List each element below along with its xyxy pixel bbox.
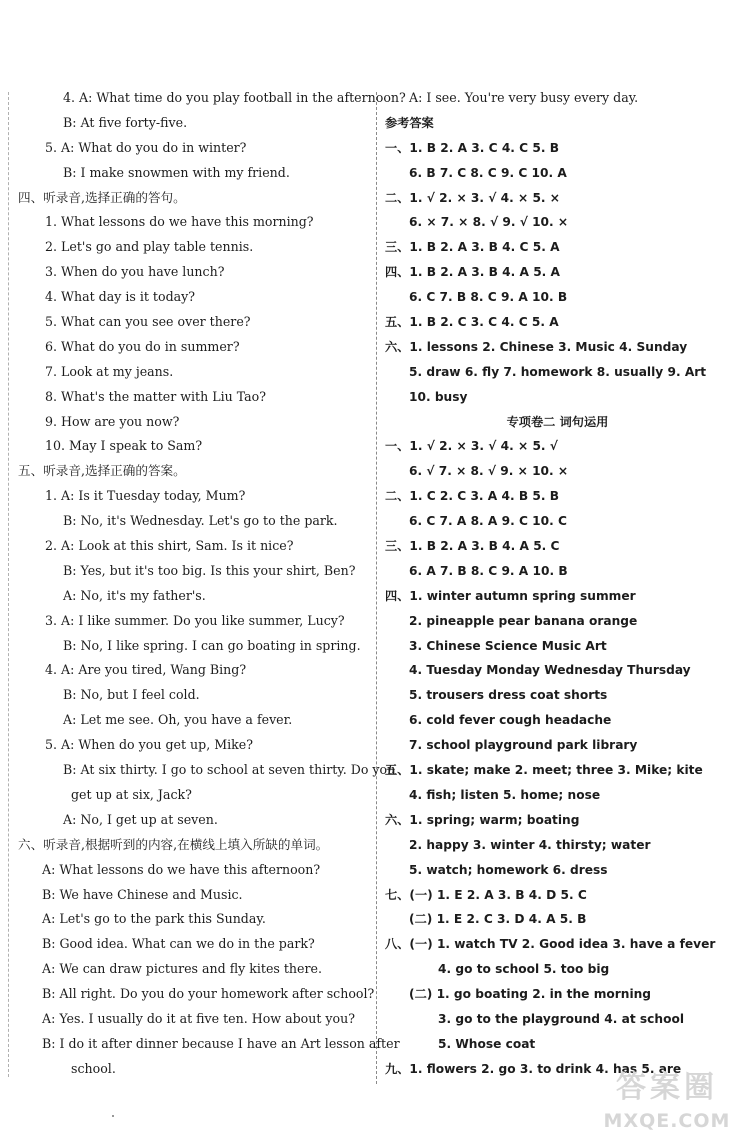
- answer-key-line: 6. cold fever cough headache: [409, 713, 612, 728]
- left-column-line: 3. When do you have lunch?: [45, 264, 225, 280]
- answer-key-line: 6. C 7. A 8. A 9. C 10. C: [409, 514, 567, 529]
- answer-key-line: 2. pineapple pear banana orange: [409, 613, 638, 628]
- answer-key-line: (二) 1. E 2. C 3. D 4. A 5. B: [409, 912, 587, 927]
- answer-key-line: 二、1. C 2. C 3. A 4. B 5. B: [385, 489, 560, 504]
- left-column-line: 1. A: Is it Tuesday today, Mum?: [45, 488, 246, 504]
- answer-key-line: 6. B 7. C 8. C 9. C 10. A: [409, 165, 567, 180]
- answer-key-line: 一、1. B 2. A 3. C 4. C 5. B: [385, 140, 560, 155]
- left-column-line: 6. What do you do in summer?: [45, 338, 240, 354]
- left-column-line: 4. A: Are you tired, Wang Bing?: [45, 662, 247, 678]
- left-column-line: A: Yes. I usually do it at five ten. How about you?: [42, 1010, 355, 1026]
- watermark-url: MXQE.COM: [603, 1110, 731, 1132]
- left-column-line: B: I do it after dinner because I have an Art lesson after: [42, 1035, 400, 1051]
- left-column-line: 5. A: What do you do in winter?: [45, 139, 247, 155]
- left-column-line: 四、听录音,选择正确的答句。: [18, 189, 186, 205]
- answer-key-line: 五、1. B 2. C 3. C 4. C 5. A: [385, 315, 559, 330]
- left-column-line: B: No, I like spring. I can go boating in spring.: [63, 637, 361, 653]
- left-column-line: B: No, but I feel cold.: [63, 687, 200, 703]
- left-column: [18, 86, 406, 1082]
- left-column-line: 5. A: When do you get up, Mike?: [45, 737, 253, 753]
- left-column-line: 8. What's the matter with Liu Tao?: [45, 388, 266, 404]
- left-column-line: 1. What lessons do we have this morning?: [45, 214, 314, 230]
- answer-key-line: 八、(一) 1. watch TV 2. Good idea 3. have a fever: [385, 937, 716, 952]
- left-column-line: 2. A: Look at this shirt, Sam. Is it nice?: [45, 538, 294, 554]
- answer-key-line: 2. happy 3. winter 4. thirsty; water: [409, 837, 651, 852]
- answer-key-line: 参考答案: [385, 115, 434, 130]
- answer-key-line: 3. go to the playground 4. at school: [438, 1011, 684, 1026]
- answer-key-line: 6. √ 7. × 8. √ 9. × 10. ×: [409, 464, 569, 479]
- answer-key-line: 5. watch; homework 6. dress: [409, 862, 608, 877]
- answer-key-line: 4. go to school 5. too big: [438, 962, 610, 977]
- left-column-line: 4. A: What time do you play football in the afternoon?: [63, 90, 406, 105]
- left-column-line: 10. May I speak to Sam?: [45, 438, 203, 454]
- column-divider: [376, 92, 377, 1084]
- left-column-line: A: Let me see. Oh, you have a fever.: [63, 712, 293, 728]
- answer-key-line: 六、1. lessons 2. Chinese 3. Music 4. Sunday: [385, 339, 688, 354]
- answer-key-line: 7. school playground park library: [409, 738, 638, 753]
- left-column-line: get up at six, Jack?: [71, 786, 192, 802]
- answer-key-line: 6. A 7. B 8. C 9. A 10. B: [409, 563, 568, 578]
- print-speck: [112, 1115, 114, 1117]
- answer-key-line: 专项卷二 词句运用: [506, 414, 609, 429]
- left-column-line: A: No, I get up at seven.: [63, 811, 218, 827]
- answer-key-line: 五、1. skate; make 2. meet; three 3. Mike; kite: [385, 763, 703, 778]
- answer-key-line: A: I see. You're very busy every day.: [409, 90, 639, 105]
- left-column-line: 六、听录音,根据听到的内容,在横线上填入所缺的单词。: [18, 836, 329, 852]
- left-column-line: B: At five forty-five.: [63, 114, 188, 130]
- left-column-line: 2. Let's go and play table tennis.: [45, 239, 254, 255]
- answer-key-line: 九、1. flowers 2. go 3. to drink 4. has 5. are: [385, 1061, 682, 1076]
- answer-key-line: 一、1. √ 2. × 3. √ 4. × 5. √: [385, 439, 558, 454]
- answer-key-line: 三、1. B 2. A 3. B 4. A 5. C: [385, 539, 560, 554]
- left-column-line: B: At six thirty. I go to school at seven thirty. Do you: [63, 762, 396, 778]
- left-column-line: B: All right. Do you do your homework after school?: [42, 986, 375, 1002]
- answer-key-line: 六、1. spring; warm; boating: [385, 812, 580, 827]
- answer-key-line: 5. draw 6. fly 7. homework 8. usually 9. Art: [409, 364, 707, 379]
- answer-key-line: 四、1. B 2. A 3. B 4. A 5. A: [385, 265, 560, 280]
- answer-key-line: 二、1. √ 2. × 3. √ 4. × 5. ×: [385, 190, 561, 205]
- left-column-line: B: We have Chinese and Music.: [42, 886, 243, 902]
- answer-key-line: (二) 1. go boating 2. in the morning: [409, 987, 652, 1002]
- answer-key-line: 6. × 7. × 8. √ 9. √ 10. ×: [409, 215, 569, 230]
- left-column-line: school.: [71, 1060, 116, 1076]
- watermark-text: 答案圈: [616, 1070, 718, 1105]
- answer-key-line: 5. trousers dress coat shorts: [409, 688, 608, 703]
- page-edge-dashed-line: [8, 92, 9, 1077]
- answer-key-line: 5. Whose coat: [438, 1036, 536, 1051]
- answer-key-line: 三、1. B 2. A 3. B 4. C 5. A: [385, 240, 560, 255]
- left-column-line: A: We can draw pictures and fly kites there.: [42, 961, 322, 977]
- left-column-line: B: I make snowmen with my friend.: [63, 164, 290, 180]
- left-column-line: B: No, it's Wednesday. Let's go to the park.: [63, 513, 338, 529]
- answer-key-line: 七、(一) 1. E 2. A 3. B 4. D 5. C: [385, 887, 587, 902]
- answer-key-line: 6. C 7. B 8. C 9. A 10. B: [409, 290, 568, 305]
- left-column-line: A: Let's go to the park this Sunday.: [42, 911, 266, 927]
- answer-key-line: 4. Tuesday Monday Wednesday Thursday: [409, 663, 691, 678]
- answer-key-line: 3. Chinese Science Music Art: [409, 638, 607, 653]
- left-column-line: 9. How are you now?: [45, 413, 180, 429]
- watermark-logo: [592, 1068, 742, 1138]
- right-column: [385, 86, 730, 1082]
- left-column-line: 3. A: I like summer. Do you like summer, Lucy?: [45, 612, 345, 628]
- left-column-line: 5. What can you see over there?: [45, 314, 251, 330]
- answer-key-line: 4. fish; listen 5. home; nose: [409, 787, 601, 802]
- answer-key-line: 10. busy: [409, 389, 468, 404]
- left-column-line: 五、听录音,选择正确的答案。: [18, 463, 186, 479]
- left-column-line: A: What lessons do we have this afternoon?: [42, 861, 321, 877]
- left-column-line: B: Yes, but it's too big. Is this your shirt, Ben?: [63, 562, 356, 578]
- left-column-line: B: Good idea. What can we do in the park?: [42, 936, 315, 952]
- left-column-line: 7. Look at my jeans.: [45, 363, 174, 379]
- left-column-line: 4. What day is it today?: [45, 289, 195, 305]
- left-column-line: A: No, it's my father's.: [63, 587, 206, 603]
- answer-key-line: 四、1. winter autumn spring summer: [385, 588, 636, 603]
